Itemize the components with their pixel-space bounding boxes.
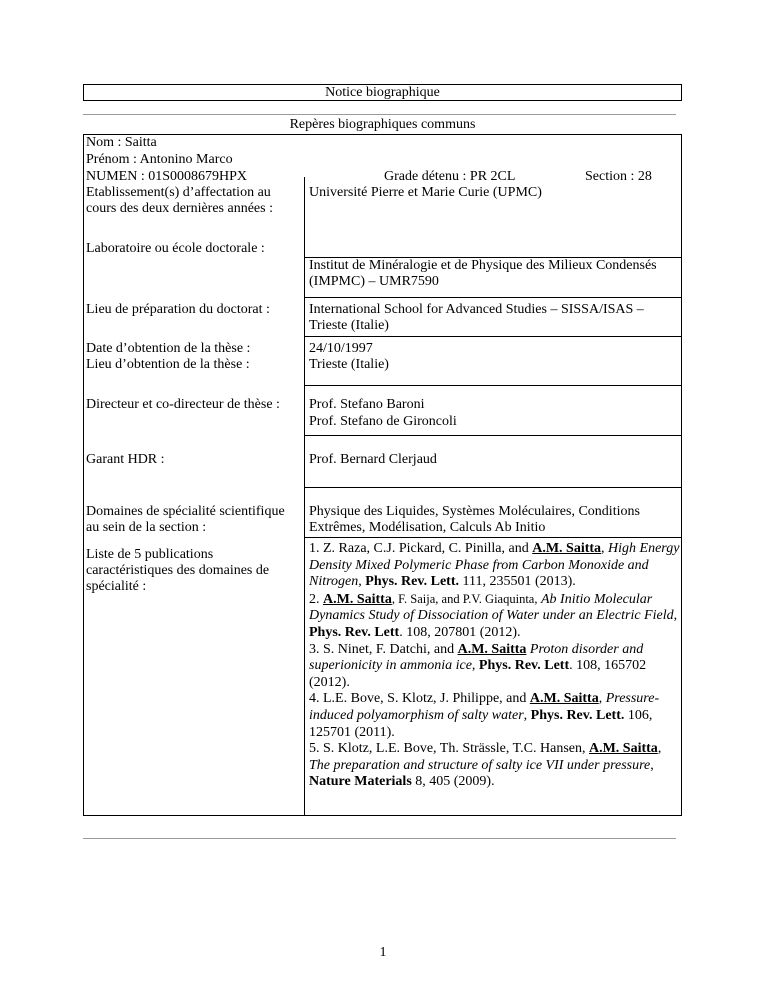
- domaines-label: Domaines de spécialité scientifique au sein de la section :: [86, 504, 285, 535]
- numen: NUMEN : 01S0008679HPX: [86, 169, 248, 184]
- garant-label: Garant HDR :: [86, 452, 165, 467]
- table-column-divider: [304, 177, 305, 816]
- section-heading: Repères biographiques communs: [289, 117, 476, 132]
- row-divider: [304, 297, 682, 298]
- directeur-value: Prof. Stefano Baroni: [309, 397, 425, 412]
- date-these-label: Date d’obtention de la thèse :: [86, 341, 251, 356]
- lieu-preparation-label: Lieu de préparation du doctorat :: [86, 302, 270, 317]
- top-divider: [83, 114, 676, 115]
- date-these-value: 24/10/1997: [309, 341, 373, 356]
- lieu-preparation-value: International School for Advanced Studies – SISSA/ISAS – Trieste (Italie): [309, 302, 644, 333]
- domaines-value: Physique des Liquides, Systèmes Moléculaires, Conditions Extrêmes, Modélisation, Calculs Ab Initio: [309, 504, 640, 535]
- prenom: Prénom : Antonino Marco: [86, 152, 233, 167]
- publication-item: 2. A.M. Saitta, F. Saija, and P.V. Giaquinta, Ab Initio Molecular Dynamics Study of Dissociation of Water under an Electric Field, Phys. Rev. Lett. 108, 207801 (2012).: [309, 591, 678, 640]
- publication-item: 1. Z. Raza, C.J. Pickard, C. Pinilla, and A.M. Saitta, High Energy Density Mixed Polymeric Phase from Carbon Monoxide and Nitrogen, Phys. Rev. Lett. 111, 235501 (2013).: [309, 541, 680, 590]
- nom: Nom : Saitta: [86, 135, 157, 150]
- etablissement-value: Université Pierre et Marie Curie (UPMC): [309, 185, 542, 200]
- publications-list: [309, 541, 681, 791]
- codirecteur-value: Prof. Stefano de Gironcoli: [309, 414, 457, 429]
- publication-item: 5. S. Klotz, L.E. Bove, Th. Strässle, T.C. Hansen, A.M. Saitta, The preparation and structure of salty ice VII under pressure, Nature Materials 8, 405 (2009).: [309, 741, 662, 790]
- highlighted-author: A.M. Saitta: [457, 641, 527, 657]
- highlighted-author: A.M. Saitta: [588, 741, 658, 757]
- header-title: Notice biographique: [83, 84, 682, 101]
- lieu-these-value: Trieste (Italie): [309, 357, 389, 372]
- highlighted-author: A.M. Saitta: [529, 691, 599, 707]
- etablissement-label: Etablissement(s) d’affectation au cours des deux dernières années :: [86, 185, 273, 216]
- highlighted-author: A.M. Saitta: [323, 591, 392, 607]
- row-divider: [304, 487, 682, 488]
- section-number: Section : 28: [585, 169, 652, 184]
- laboratoire-label: Laboratoire ou école doctorale :: [86, 241, 265, 256]
- row-divider: [304, 435, 682, 436]
- publication-item: 3. S. Ninet, F. Datchi, and A.M. Saitta Proton disorder and superionicity in ammonia ice, Phys. Rev. Lett. 108, 165702 (2012).: [309, 641, 647, 690]
- bottom-divider: [83, 838, 676, 839]
- page-number: 1: [379, 945, 387, 960]
- laboratoire-value: Institut de Minéralogie et de Physique des Milieux Condensés (IMPMC) – UMR7590: [309, 258, 657, 289]
- lieu-these-label: Lieu d’obtention de la thèse :: [86, 357, 250, 372]
- grade: Grade détenu : PR 2CL: [384, 169, 516, 184]
- garant-value: Prof. Bernard Clerjaud: [309, 452, 437, 467]
- highlighted-author: A.M. Saitta: [532, 541, 602, 556]
- directeur-label: Directeur et co-directeur de thèse :: [86, 397, 280, 412]
- row-divider: [304, 336, 682, 337]
- row-divider: [304, 537, 682, 538]
- publication-item: 4. L.E. Bove, S. Klotz, J. Philippe, and A.M. Saitta, Pressure-induced polyamorphism of salty water, Phys. Rev. Lett. 106, 125701 (2011).: [309, 691, 660, 740]
- row-divider: [304, 385, 682, 386]
- publications-label: Liste de 5 publications caractéristiques des domaines de spécialité :: [86, 547, 270, 594]
